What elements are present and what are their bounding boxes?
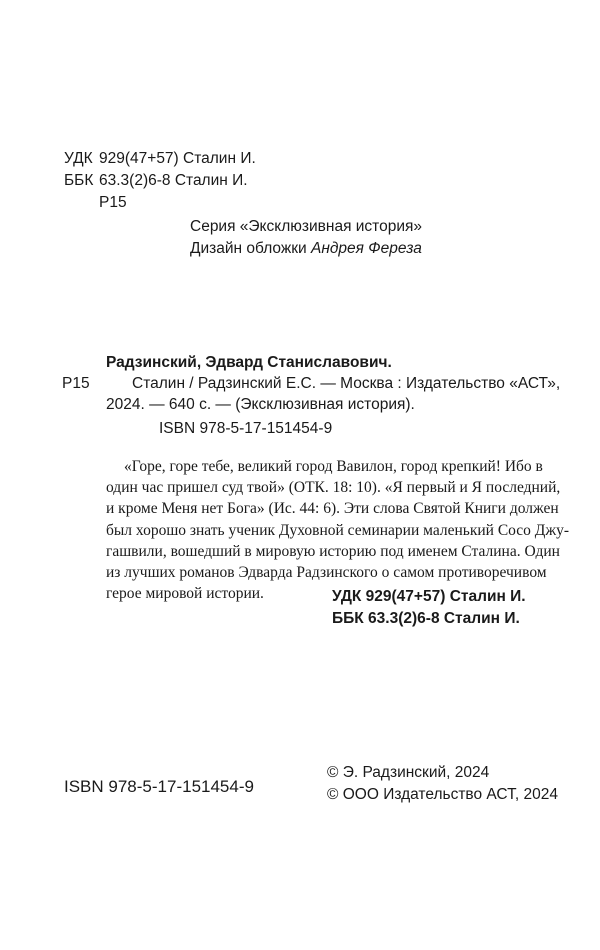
- biblio-line-2: 2024. — 640 с. — (Эксклюзивная история).: [106, 396, 415, 413]
- annotation-paragraph: [106, 456, 569, 604]
- design-prefix: Дизайн обложки: [190, 240, 311, 257]
- annotation-line: был хорошо знать ученик Духовной семинарии маленький Сосо Джу-: [106, 521, 569, 539]
- udk-label: УДК: [64, 150, 93, 167]
- series-line: Серия «Эксклюзивная история»: [190, 218, 423, 235]
- codes-right-block: [332, 586, 526, 630]
- bbk-row: [64, 170, 248, 192]
- udk-row: [64, 148, 256, 170]
- udk-value: 929(47+57) Сталин И.: [99, 150, 256, 167]
- footer-isbn: ISBN 978-5-17-151454-9: [64, 777, 254, 796]
- copyright-block: [327, 762, 558, 806]
- annotation-line: герое мировой истории.: [106, 585, 264, 603]
- biblio-line-1: Сталин / Радзинский Е.С. — Москва : Издательство «АСТ»,: [132, 375, 561, 392]
- udk-code-right: УДК 929(47+57) Сталин И.: [332, 588, 526, 605]
- annotation-line: один час пришел суд твой» (ОТК. 18: 10). «Я первый и Я последний,: [106, 479, 561, 497]
- author-mark: Р15: [99, 194, 127, 211]
- annotation-line: «Горе, горе тебе, великий город Вавилон, город крепкий! Ибо в: [124, 458, 543, 475]
- biblio-author-mark: Р15: [62, 375, 90, 392]
- author-heading: Радзинский, Эдвард Станиславович.: [106, 354, 392, 371]
- designer-name: Андрея Фереза: [311, 240, 422, 257]
- annotation-line: из лучших романов Эдварда Радзинского о самом противоречивом: [106, 564, 547, 582]
- design-line: [190, 238, 422, 260]
- biblio-isbn: ISBN 978-5-17-151454-9: [159, 420, 333, 437]
- copyright-author: © Э. Радзинский, 2024: [327, 764, 490, 781]
- copyright-publisher: © ООО Издательство АСТ, 2024: [327, 786, 558, 803]
- series-block: [190, 216, 422, 260]
- annotation-line: и кроме Меня нет Бога» (Ис. 44: 6). Эти слова Святой Книги должен: [106, 500, 559, 518]
- author-mark-row: [64, 192, 127, 214]
- bbk-code-right: ББК 63.3(2)6-8 Сталин И.: [332, 610, 520, 627]
- bbk-label: ББК: [64, 172, 94, 189]
- annotation-line: гашвили, вошедший в мировую историю под именем Сталина. Один: [106, 542, 560, 560]
- bbk-value: 63.3(2)6-8 Сталин И.: [99, 172, 248, 189]
